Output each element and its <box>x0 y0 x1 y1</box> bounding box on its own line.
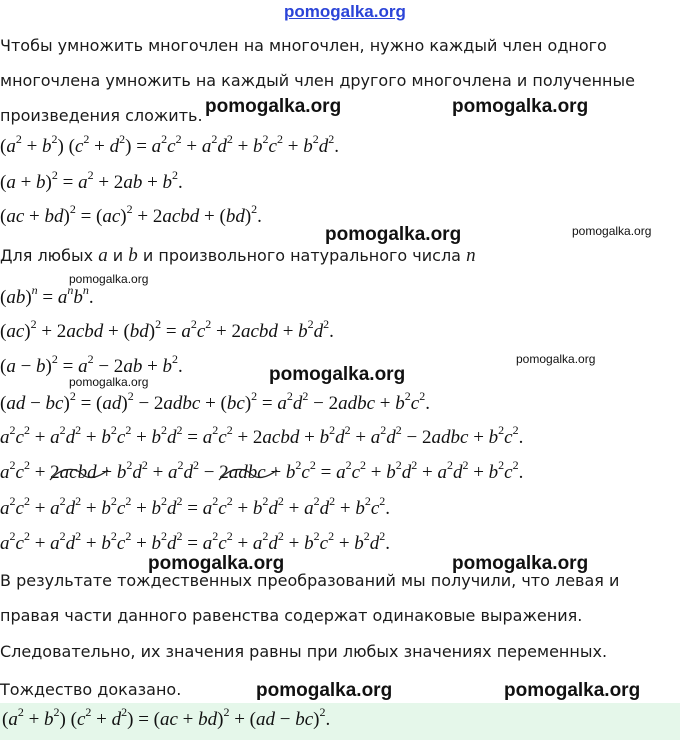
formula-power-of-product: $(ab)^n = a^nb^n$. <box>0 282 94 308</box>
formula-final-identity: $(a^2 + b^2) (c^2 + d^2) = (ac + bd)^2 + (ad - bc)^2$. <box>2 704 331 730</box>
formula-square-ac-bd: (ac + bd)$^2$ = (ac)$^2$ + 2acbd + (bd)$^2$. <box>0 201 262 227</box>
conclusion-line-3: Следовательно, их значения равны при любых значениях переменных. <box>0 642 608 661</box>
intro-line-1: Чтобы умножить многочлен на многочлен, нужно каждый член одного <box>0 36 607 55</box>
watermark-top[interactable]: pomogalka.org <box>284 2 406 21</box>
watermark: pomogalka.org <box>148 553 285 574</box>
any-suffix: и произвольного натурального числа <box>142 246 461 265</box>
formula-square-of-sum: $(a + b)^2 = a^2 + 2ab + b^2$. <box>0 167 183 193</box>
and-word: и <box>112 246 124 265</box>
formula-product-of-sums: $(a^2 + b^2) (c^2 + d^2) = a^2c^2 + a^2d^2 + b^2c^2 + b^2d^2$. <box>0 131 339 157</box>
conclusion-line-1: В результате тождественных преобразований мы получили, что левая и <box>0 571 620 590</box>
struck-term-2adbc: 2adbc <box>219 462 265 484</box>
watermark: pomogalka.org <box>69 375 149 389</box>
formula-square-ad-bc: (ad − bc)$^2$ = (ad)$^2$ − 2adbc + $(bc)^2 = a^2d^2$ − 2adbc + $b^2c^2$. <box>0 388 430 414</box>
watermark: pomogalka.org <box>452 553 589 574</box>
intro-line-3: произведения сложить. <box>0 106 203 125</box>
watermark: pomogalka.org <box>69 272 149 286</box>
watermark: pomogalka.org <box>325 224 462 245</box>
var-n: n <box>466 245 476 266</box>
var-a: a <box>98 245 108 266</box>
watermark: pomogalka.org <box>516 352 596 366</box>
formula-expanded-ac-bd: (ac)$^2$ + 2acbd + $(bd)^2 = a^2c^2$ + 2acbd + $b^2d^2$. <box>0 316 334 342</box>
watermark: pomogalka.org <box>452 96 589 117</box>
watermark: pomogalka.org <box>205 96 342 117</box>
intro-line-2: многочлена умножить на каждый член другого многочлена и полученные <box>0 71 635 90</box>
any-prefix: Для любых <box>0 246 94 265</box>
watermark: pomogalka.org <box>256 680 393 701</box>
formula-sum-expansion: $a^2c^2 + a^2d^2 + b^2c^2 + b^2d^2 = a^2c^2$ + 2acbd + $b^2d^2 + a^2d^2$ − 2adbc + $b^2c^2$. <box>0 422 524 448</box>
final-identity-box <box>0 703 680 740</box>
conclusion-line-4: Тождество доказано. <box>0 680 182 699</box>
conclusion-line-2: правая части данного равенства содержат одинаковые выражения. <box>0 606 583 625</box>
var-b: b <box>128 245 138 266</box>
any-values-line <box>0 245 476 267</box>
watermark: pomogalka.org <box>504 680 641 701</box>
formula-reordered: $a^2c^2 + a^2d^2 + b^2c^2 + b^2d^2 = a^2c^2 + a^2d^2 + b^2c^2 + b^2d^2$. <box>0 528 391 554</box>
formula-square-of-difference: $(a - b)^2 = a^2 - 2ab + b^2$. <box>0 351 183 377</box>
formula-simplified: $a^2c^2 + a^2d^2 + b^2c^2 + b^2d^2 = a^2c^2 + b^2d^2 + a^2d^2 + b^2c^2$. <box>0 493 391 519</box>
watermark: pomogalka.org <box>572 224 652 238</box>
watermark: pomogalka.org <box>269 364 406 385</box>
struck-term-2acbd: 2acbd <box>50 462 96 484</box>
formula-cancellation: $a^2c^2$ + 2acbd + $b^2d^2 + a^2d^2$ − 2adbc + $b^2c^2 = a^2c^2 + b^2d^2 + a^2d^2 + b^2c^2$. <box>0 457 524 483</box>
